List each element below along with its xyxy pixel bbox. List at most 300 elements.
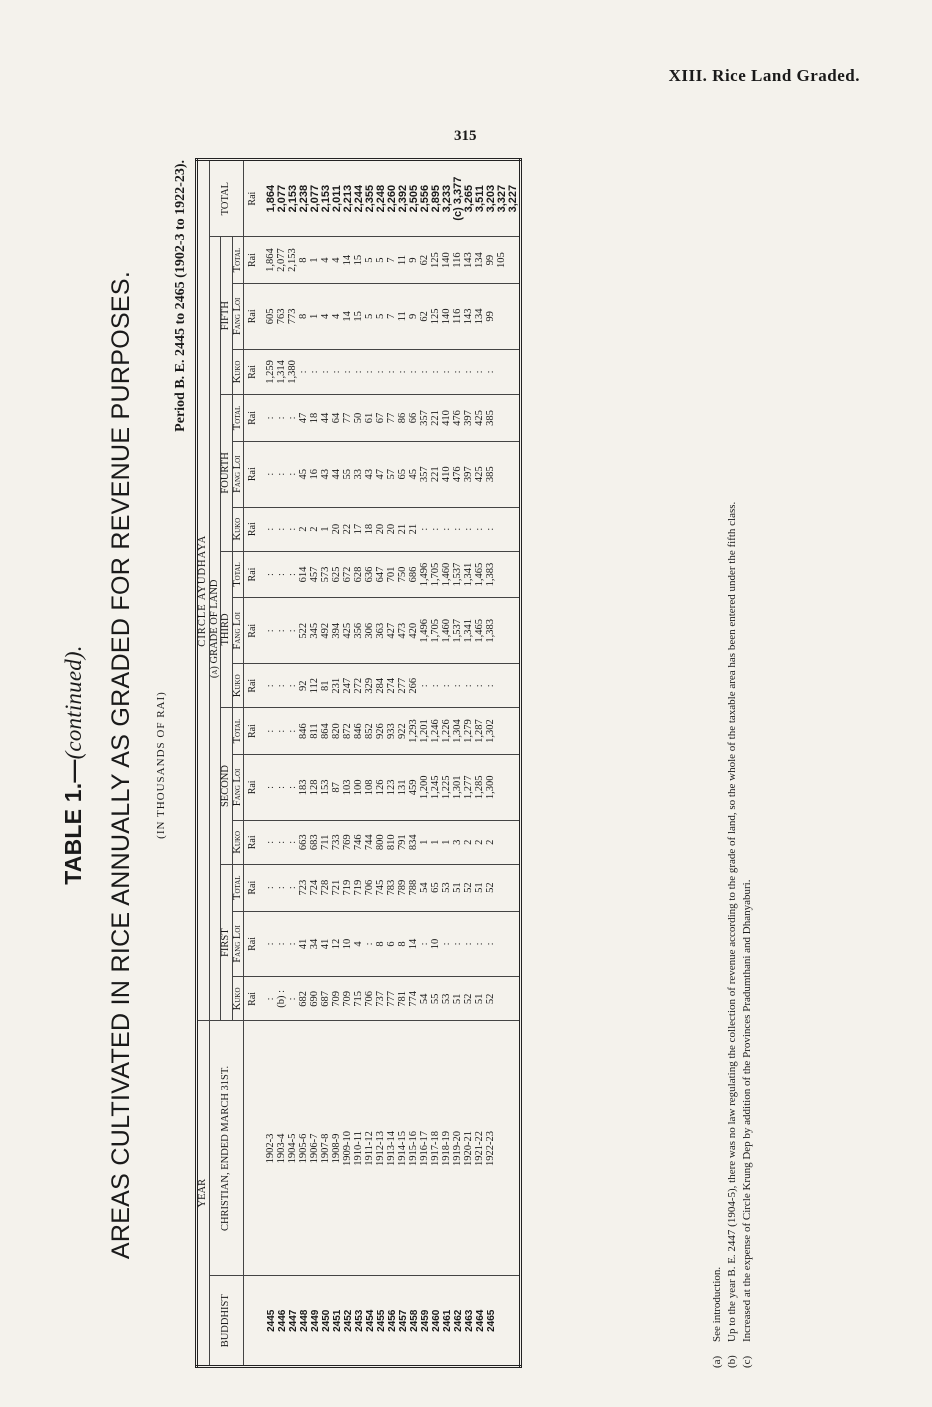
value-cell: 682 [299,977,310,1021]
value-cell: : [277,754,288,820]
value-cell: : [464,507,475,551]
value-cell: 87 [332,754,343,820]
value-cell: 52 [486,864,497,911]
table-row-extra [508,160,521,1367]
value-cell: : [288,754,299,820]
value-cell: 425 [475,441,486,507]
row-total-cell: 2,505 [409,160,420,237]
value-cell: 5 [365,283,376,349]
value-cell: 457 [310,551,321,598]
table-row [332,160,343,1367]
value-cell: 77 [387,395,398,442]
row-total-cell: 2,248 [376,160,387,237]
value-cell: 125 [431,283,442,349]
table-row [398,160,409,1367]
value-cell: 1,537 [453,551,464,598]
value-cell: 737 [376,977,387,1021]
row-total-cell: 2,895 [431,160,442,237]
value-cell: : [464,664,475,708]
value-cell: 701 [387,551,398,598]
buddhist-year: 2465 [486,1276,497,1367]
value-cell: 706 [365,864,376,911]
value-cell: 733 [332,820,343,864]
footnote-mark: (a) [711,1355,723,1368]
table-row [387,160,398,1367]
value-cell: (b) : [277,977,288,1021]
fifth-fang-loi-subheader: Fang Loi [232,283,244,349]
value-cell: : [288,441,299,507]
value-cell: 492 [321,598,332,664]
row-total-cell: 1,864 [266,160,277,237]
first-fang-loi-subheader: Fang Loi [232,911,244,977]
blank-cell [508,754,521,820]
value-cell: 41 [299,911,310,977]
christian-year: 1908-9 [332,1021,343,1276]
value-cell: 1,201 [420,708,431,755]
table-row [486,160,497,1367]
blank-cell [497,754,508,820]
buddhist-year: 2457 [398,1276,409,1367]
value-cell: 777 [387,977,398,1021]
value-cell: 3 [453,820,464,864]
buddhist-year: 2449 [310,1276,321,1367]
table-row [288,160,299,1367]
value-cell: 791 [398,820,409,864]
value-cell: 663 [299,820,310,864]
value-cell: : [266,864,277,911]
buddhist-year: 2464 [475,1276,486,1367]
value-cell: : [365,911,376,977]
blank-cell [497,864,508,911]
extra-fifth-cell: 105 [497,237,508,284]
value-cell: 922 [398,708,409,755]
value-cell: 65 [398,441,409,507]
value-cell: 1 [431,820,442,864]
value-cell: : [288,911,299,977]
fifth-kuko-subheader: Kuko [232,349,244,394]
value-cell: 54 [420,977,431,1021]
value-cell: 522 [299,598,310,664]
blank-cell [497,598,508,664]
first-grade-header: FIRST [221,864,233,1021]
blank-cell [508,441,521,507]
row-total-cell: 3,203 [486,160,497,237]
value-cell: 10 [343,911,354,977]
value-cell: 21 [409,507,420,551]
value-cell: : [453,911,464,977]
value-cell: 43 [321,441,332,507]
value-cell: : [431,507,442,551]
value-cell: 672 [343,551,354,598]
value-cell: 1,460 [442,598,453,664]
blank-cell [497,820,508,864]
value-cell: 872 [343,708,354,755]
value-cell: : [321,349,332,394]
value-cell: 345 [310,598,321,664]
value-cell: : [277,864,288,911]
row-total-cell: 2,153 [321,160,332,237]
value-cell: 2 [310,507,321,551]
blank-cell [508,598,521,664]
value-cell: 1,226 [442,708,453,755]
value-cell: 15 [354,237,365,284]
row-total-cell: 3,233 [442,160,453,237]
value-cell: 62 [420,283,431,349]
value-cell: : [453,664,464,708]
value-cell: 21 [398,507,409,551]
value-cell: 425 [475,395,486,442]
value-cell: 51 [453,977,464,1021]
value-cell: 800 [376,820,387,864]
second-total-subheader: Total [232,708,244,755]
value-cell: 54 [420,864,431,911]
christian-header: CHRISTIAN, ENDED MARCH 31ST. [209,1021,244,1276]
value-cell: 66 [409,395,420,442]
value-cell: 4 [321,237,332,284]
value-cell: 357 [420,395,431,442]
value-cell: 153 [321,754,332,820]
value-cell: 357 [420,441,431,507]
page-number: 315 [454,128,477,144]
buddhist-year: 2453 [354,1276,365,1367]
value-cell: 33 [354,441,365,507]
christian-year: 1922-23 [486,1021,497,1276]
value-cell: : [453,349,464,394]
value-cell: : [464,349,475,394]
row-total-cell: 2,392 [398,160,409,237]
blank-cell [244,1276,267,1367]
value-cell: 128 [310,754,321,820]
second-grade-header: SECOND [221,708,233,865]
value-cell: 44 [332,441,343,507]
row-total-cell: 2,244 [354,160,365,237]
value-cell: 709 [343,977,354,1021]
value-cell: 852 [365,708,376,755]
value-cell: 1,285 [475,754,486,820]
blank-cell [508,911,521,977]
value-cell: 397 [464,441,475,507]
value-cell: 61 [365,395,376,442]
value-cell: : [431,664,442,708]
value-cell: 1,496 [420,598,431,664]
buddhist-year: 2456 [387,1276,398,1367]
blank-cell [497,664,508,708]
christian-year: 1905-6 [299,1021,310,1276]
value-cell: : [420,664,431,708]
value-cell: 397 [464,395,475,442]
value-cell: 55 [343,441,354,507]
value-cell: 11 [398,283,409,349]
extra-total-cell: 3,327 [497,160,508,237]
value-cell: 1,380 [288,349,299,394]
value-cell: 425 [343,598,354,664]
rai-unit-label: Rai [244,395,267,442]
footnote-text: See introduction. [711,1266,723,1342]
extra-total-cell: 3,227 [508,160,521,237]
table-row [453,160,464,1367]
value-cell: : [420,507,431,551]
value-cell: 745 [376,864,387,911]
value-cell: 43 [365,441,376,507]
value-cell: 134 [475,237,486,284]
buddhist-year: 2460 [431,1276,442,1367]
table-title-main: TABLE 1.— [60,759,86,885]
value-cell: 51 [475,977,486,1021]
blank-cell [497,1276,508,1367]
value-cell: 44 [321,395,332,442]
value-cell: : [475,349,486,394]
value-cell: 385 [486,395,497,442]
christian-year: 1920-21 [464,1021,475,1276]
value-cell: : [277,708,288,755]
value-cell: 231 [332,664,343,708]
rai-unit-label: Rai [244,237,267,284]
period-label: Period B. E. 2445 to 2465 (1902-3 to 1922-23). [173,160,188,432]
value-cell: 11 [398,237,409,284]
footnote [740,158,755,1368]
rai-unit-label: Rai [244,664,267,708]
value-cell: 8 [299,283,310,349]
value-cell: 8 [376,911,387,977]
value-cell: 45 [299,441,310,507]
value-cell: 53 [442,977,453,1021]
value-cell: 77 [343,395,354,442]
value-cell: : [266,551,277,598]
first-kuko-subheader: Kuko [232,977,244,1021]
value-cell: 789 [398,864,409,911]
rai-unit-label: Rai [244,551,267,598]
blank-cell [497,977,508,1021]
buddhist-year: 2452 [343,1276,354,1367]
value-cell: 846 [354,708,365,755]
value-cell: 131 [398,754,409,820]
value-cell: 116 [453,283,464,349]
value-cell: 221 [431,395,442,442]
rai-unit-label: Rai [244,160,267,237]
value-cell: 410 [442,441,453,507]
value-cell: 394 [332,598,343,664]
value-cell: 1,537 [453,598,464,664]
value-cell: : [266,754,277,820]
value-cell: : [288,820,299,864]
value-cell: 811 [310,708,321,755]
value-cell: 7 [387,237,398,284]
value-cell: : [442,507,453,551]
value-cell: 4 [354,911,365,977]
buddhist-year: 2463 [464,1276,475,1367]
value-cell: 1,293 [409,708,420,755]
value-cell: 18 [365,507,376,551]
christian-year: 1907-8 [321,1021,332,1276]
value-cell: 781 [398,977,409,1021]
row-total-cell: 2,213 [343,160,354,237]
value-cell: 1,314 [277,349,288,394]
buddhist-year: 2461 [442,1276,453,1367]
value-cell: 57 [387,441,398,507]
running-head: XIII. Rice Land Graded. [668,66,860,85]
value-cell: 2 [464,820,475,864]
value-cell: 143 [464,283,475,349]
blank-cell [508,507,521,551]
third-total-subheader: Total [232,551,244,598]
value-cell: 123 [387,754,398,820]
units-note: (IN THOUSANDS OF RAI) [155,691,167,839]
value-cell: : [365,349,376,394]
value-cell: : [288,708,299,755]
fifth-grade-header: FIFTH [221,237,233,395]
value-cell: 363 [376,598,387,664]
value-cell: 2,077 [277,237,288,284]
value-cell: 14 [343,283,354,349]
table-row [365,160,376,1367]
christian-year: 1918-19 [442,1021,453,1276]
value-cell: 410 [442,395,453,442]
value-cell: 8 [299,237,310,284]
value-cell: : [376,349,387,394]
value-cell: 143 [464,237,475,284]
table-row [376,160,387,1367]
footnote-text: Increased at the expense of Circle Krung Dep by addition of the Provinces Pradumthani and Dhanyaburi. [740,879,753,1342]
value-cell: 1,246 [431,708,442,755]
value-cell: 22 [343,507,354,551]
value-cell: : [453,507,464,551]
buddhist-year: 2455 [376,1276,387,1367]
blank-cell [508,977,521,1021]
value-cell: 20 [332,507,343,551]
value-cell: 277 [398,664,409,708]
value-cell: 51 [453,864,464,911]
value-cell: : [277,820,288,864]
rotated-table-block [55,150,855,1380]
value-cell: : [343,349,354,394]
value-cell: : [288,664,299,708]
units-row [244,160,267,1367]
value-cell: 9 [409,283,420,349]
blank-cell [244,1021,267,1276]
value-cell: 99 [486,237,497,284]
value-cell: 356 [354,598,365,664]
value-cell: 1,279 [464,708,475,755]
value-cell: 459 [409,754,420,820]
value-cell: 53 [442,864,453,911]
value-cell: 715 [354,977,365,1021]
buddhist-year: 2447 [288,1276,299,1367]
value-cell: 476 [453,395,464,442]
rai-unit-label: Rai [244,598,267,664]
value-cell: : [277,441,288,507]
value-cell: 1,304 [453,708,464,755]
rai-unit-label: Rai [244,911,267,977]
value-cell: 706 [365,977,376,1021]
value-cell: 14 [343,237,354,284]
value-cell: 45 [409,441,420,507]
value-cell: 636 [365,551,376,598]
value-cell: : [277,664,288,708]
rai-unit-label: Rai [244,864,267,911]
value-cell: 2 [475,820,486,864]
buddhist-year: 2462 [453,1276,464,1367]
value-cell: 272 [354,664,365,708]
value-cell: 864 [321,708,332,755]
blank-cell [508,1276,521,1367]
value-cell: : [398,349,409,394]
value-cell: 1,300 [486,754,497,820]
value-cell: : [266,977,277,1021]
value-cell: 1 [310,237,321,284]
value-cell: 420 [409,598,420,664]
value-cell: 783 [387,864,398,911]
value-cell: : [442,911,453,977]
table-row [321,160,332,1367]
value-cell: 690 [310,977,321,1021]
christian-year: 1911-12 [365,1021,376,1276]
buddhist-year: 2446 [277,1276,288,1367]
value-cell: 687 [321,977,332,1021]
buddhist-year: 2445 [266,1276,277,1367]
value-cell: 5 [376,283,387,349]
rai-unit-label: Rai [244,441,267,507]
rai-unit-label: Rai [244,820,267,864]
value-cell: 1,287 [475,708,486,755]
value-cell: 12 [332,911,343,977]
value-cell: 774 [409,977,420,1021]
rai-unit-label: Rai [244,507,267,551]
table-row [277,160,288,1367]
christian-year: 1921-22 [475,1021,486,1276]
value-cell: 1,383 [486,551,497,598]
value-cell: : [299,349,310,394]
value-cell: 134 [475,283,486,349]
value-cell: : [277,551,288,598]
value-cell: : [486,911,497,977]
value-cell: 788 [409,864,420,911]
value-cell: 1 [420,820,431,864]
buddhist-year: 2451 [332,1276,343,1367]
rice-land-table [195,158,522,1368]
christian-year: 1902-3 [266,1021,277,1276]
row-total-cell: 2,355 [365,160,376,237]
table-row [442,160,453,1367]
value-cell: 746 [354,820,365,864]
rai-unit-label: Rai [244,283,267,349]
value-cell: 605 [266,283,277,349]
row-total-cell: 2,077 [310,160,321,237]
blank-cell [497,441,508,507]
value-cell: 614 [299,551,310,598]
value-cell: : [442,664,453,708]
table-row [464,160,475,1367]
rai-unit-label: Rai [244,349,267,394]
rai-unit-label: Rai [244,754,267,820]
blank-cell [508,237,521,284]
value-cell: 14 [409,911,420,977]
value-cell: 1,496 [420,551,431,598]
value-cell: 769 [343,820,354,864]
value-cell: 47 [376,441,387,507]
value-cell: : [486,664,497,708]
value-cell: : [420,349,431,394]
value-cell: : [266,441,277,507]
footnote [725,158,740,1368]
value-cell: 116 [453,237,464,284]
blank-cell [497,395,508,442]
value-cell: 15 [354,283,365,349]
christian-year: 1917-18 [431,1021,442,1276]
value-cell: 473 [398,598,409,664]
value-cell: 183 [299,754,310,820]
value-cell: : [354,349,365,394]
christian-year: 1915-16 [409,1021,420,1276]
